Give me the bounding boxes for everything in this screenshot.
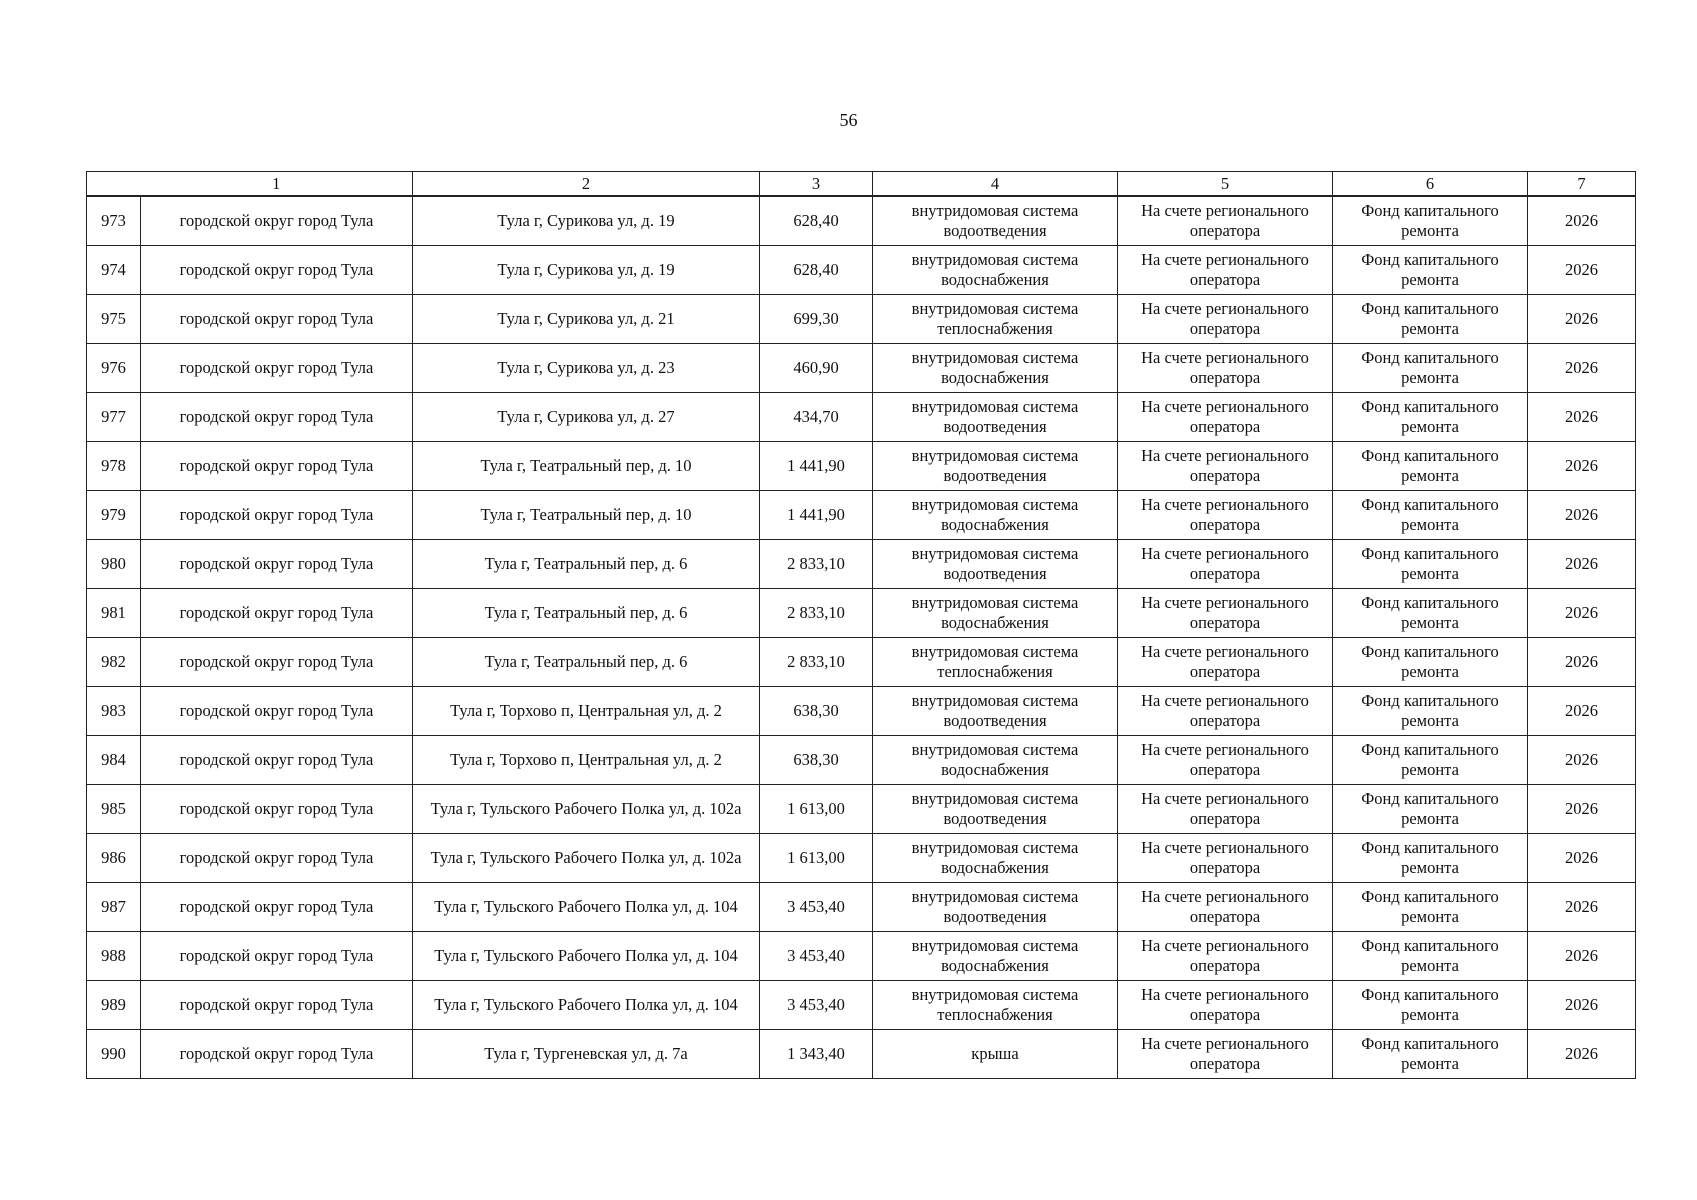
- system-cell: внутридомовая система водоснабжения: [873, 736, 1118, 785]
- area-cell: 2 833,10: [760, 638, 873, 687]
- table-row: [87, 246, 1636, 295]
- address-cell: Тула г, Театральный пер, д. 6: [413, 638, 760, 687]
- column-header: 7: [1528, 172, 1636, 197]
- address-cell: Тула г, Тульского Рабочего Полка ул, д. 104: [413, 932, 760, 981]
- year-cell: 2026: [1528, 196, 1636, 246]
- page-number: 56: [839, 110, 858, 130]
- address-cell: Тула г, Сурикова ул, д. 19: [413, 246, 760, 295]
- account-cell: На счете регионального оператора: [1118, 785, 1333, 834]
- address-cell: Тула г, Тургеневская ул, д. 7а: [413, 1030, 760, 1079]
- row-number-cell: 973: [87, 196, 141, 246]
- account-cell: На счете регионального оператора: [1118, 393, 1333, 442]
- year-cell: 2026: [1528, 638, 1636, 687]
- district-cell: городской округ город Тула: [141, 883, 413, 932]
- area-cell: 2 833,10: [760, 540, 873, 589]
- district-cell: городской округ город Тула: [141, 442, 413, 491]
- account-cell: На счете регионального оператора: [1118, 246, 1333, 295]
- system-cell: внутридомовая система водоотведения: [873, 196, 1118, 246]
- year-cell: 2026: [1528, 834, 1636, 883]
- row-number-cell: 974: [87, 246, 141, 295]
- district-cell: городской округ город Тула: [141, 540, 413, 589]
- fund-cell: Фонд капитального ремонта: [1333, 295, 1528, 344]
- year-cell: 2026: [1528, 442, 1636, 491]
- system-cell: внутридомовая система водоснабжения: [873, 589, 1118, 638]
- row-number-cell: 988: [87, 932, 141, 981]
- table-row: [87, 196, 1636, 246]
- year-cell: 2026: [1528, 246, 1636, 295]
- row-number-cell: 983: [87, 687, 141, 736]
- system-cell: внутридомовая система водоотведения: [873, 442, 1118, 491]
- system-cell: внутридомовая система водоотведения: [873, 687, 1118, 736]
- address-cell: Тула г, Сурикова ул, д. 23: [413, 344, 760, 393]
- year-cell: 2026: [1528, 736, 1636, 785]
- fund-cell: Фонд капитального ремонта: [1333, 687, 1528, 736]
- column-number-row: [87, 172, 1636, 197]
- year-cell: 2026: [1528, 981, 1636, 1030]
- row-number-cell: 990: [87, 1030, 141, 1079]
- year-cell: 2026: [1528, 932, 1636, 981]
- table-row: [87, 295, 1636, 344]
- account-cell: На счете регионального оператора: [1118, 932, 1333, 981]
- address-cell: Тула г, Тульского Рабочего Полка ул, д. 104: [413, 883, 760, 932]
- row-number-cell: 984: [87, 736, 141, 785]
- table-row: [87, 393, 1636, 442]
- system-cell: внутридомовая система водоснабжения: [873, 246, 1118, 295]
- fund-cell: Фонд капитального ремонта: [1333, 196, 1528, 246]
- system-cell: внутридомовая система теплоснабжения: [873, 295, 1118, 344]
- area-cell: 1 613,00: [760, 785, 873, 834]
- fund-cell: Фонд капитального ремонта: [1333, 246, 1528, 295]
- table-row: [87, 491, 1636, 540]
- address-cell: Тула г, Сурикова ул, д. 19: [413, 196, 760, 246]
- district-cell: городской округ город Тула: [141, 246, 413, 295]
- area-cell: 1 613,00: [760, 834, 873, 883]
- system-cell: внутридомовая система водоснабжения: [873, 491, 1118, 540]
- repair-schedule-table: [86, 171, 1636, 1079]
- year-cell: 2026: [1528, 883, 1636, 932]
- system-cell: внутридомовая система водоснабжения: [873, 932, 1118, 981]
- table-row: [87, 589, 1636, 638]
- area-cell: 628,40: [760, 246, 873, 295]
- year-cell: 2026: [1528, 785, 1636, 834]
- area-cell: 628,40: [760, 196, 873, 246]
- area-cell: 638,30: [760, 736, 873, 785]
- table-row: [87, 785, 1636, 834]
- fund-cell: Фонд капитального ремонта: [1333, 834, 1528, 883]
- district-cell: городской округ город Тула: [141, 491, 413, 540]
- account-cell: На счете регионального оператора: [1118, 540, 1333, 589]
- table-row: [87, 981, 1636, 1030]
- fund-cell: Фонд капитального ремонта: [1333, 638, 1528, 687]
- area-cell: 3 453,40: [760, 932, 873, 981]
- district-cell: городской округ город Тула: [141, 393, 413, 442]
- system-cell: внутридомовая система водоотведения: [873, 785, 1118, 834]
- table-row: [87, 834, 1636, 883]
- fund-cell: Фонд капитального ремонта: [1333, 981, 1528, 1030]
- district-cell: городской округ город Тула: [141, 736, 413, 785]
- system-cell: внутридомовая система теплоснабжения: [873, 638, 1118, 687]
- district-cell: городской округ город Тула: [141, 687, 413, 736]
- fund-cell: Фонд капитального ремонта: [1333, 1030, 1528, 1079]
- account-cell: На счете регионального оператора: [1118, 295, 1333, 344]
- address-cell: Тула г, Сурикова ул, д. 27: [413, 393, 760, 442]
- fund-cell: Фонд капитального ремонта: [1333, 491, 1528, 540]
- district-cell: городской округ город Тула: [141, 196, 413, 246]
- area-cell: 699,30: [760, 295, 873, 344]
- district-cell: городской округ город Тула: [141, 834, 413, 883]
- system-cell: внутридомовая система водоснабжения: [873, 834, 1118, 883]
- account-cell: На счете регионального оператора: [1118, 736, 1333, 785]
- table-row: [87, 1030, 1636, 1079]
- year-cell: 2026: [1528, 295, 1636, 344]
- address-cell: Тула г, Сурикова ул, д. 21: [413, 295, 760, 344]
- fund-cell: Фонд капитального ремонта: [1333, 736, 1528, 785]
- address-cell: Тула г, Театральный пер, д. 10: [413, 442, 760, 491]
- row-number-cell: 980: [87, 540, 141, 589]
- district-cell: городской округ город Тула: [141, 295, 413, 344]
- district-cell: городской округ город Тула: [141, 932, 413, 981]
- address-cell: Тула г, Тульского Рабочего Полка ул, д. 102а: [413, 834, 760, 883]
- area-cell: 3 453,40: [760, 883, 873, 932]
- account-cell: На счете регионального оператора: [1118, 687, 1333, 736]
- column-header: 2: [413, 172, 760, 197]
- account-cell: На счете регионального оператора: [1118, 589, 1333, 638]
- district-cell: городской округ город Тула: [141, 589, 413, 638]
- area-cell: 460,90: [760, 344, 873, 393]
- column-header: 5: [1118, 172, 1333, 197]
- fund-cell: Фонд капитального ремонта: [1333, 589, 1528, 638]
- address-cell: Тула г, Торхово п, Центральная ул, д. 2: [413, 687, 760, 736]
- fund-cell: Фонд капитального ремонта: [1333, 540, 1528, 589]
- row-number-cell: 976: [87, 344, 141, 393]
- account-cell: На счете регионального оператора: [1118, 883, 1333, 932]
- district-cell: городской округ город Тула: [141, 1030, 413, 1079]
- year-cell: 2026: [1528, 687, 1636, 736]
- system-cell: внутридомовая система водоснабжения: [873, 344, 1118, 393]
- year-cell: 2026: [1528, 344, 1636, 393]
- address-cell: Тула г, Тульского Рабочего Полка ул, д. 104: [413, 981, 760, 1030]
- account-cell: На счете регионального оператора: [1118, 196, 1333, 246]
- table-body: [87, 196, 1636, 1079]
- account-cell: На счете регионального оператора: [1118, 834, 1333, 883]
- year-cell: 2026: [1528, 589, 1636, 638]
- address-cell: Тула г, Тульского Рабочего Полка ул, д. 102а: [413, 785, 760, 834]
- account-cell: На счете регионального оператора: [1118, 638, 1333, 687]
- row-number-cell: 986: [87, 834, 141, 883]
- year-cell: 2026: [1528, 1030, 1636, 1079]
- area-cell: 1 343,40: [760, 1030, 873, 1079]
- area-cell: 434,70: [760, 393, 873, 442]
- system-cell: внутридомовая система водоотведения: [873, 883, 1118, 932]
- row-number-cell: 979: [87, 491, 141, 540]
- fund-cell: Фонд капитального ремонта: [1333, 393, 1528, 442]
- table-header: [87, 172, 1636, 197]
- table-row: [87, 736, 1636, 785]
- account-cell: На счете регионального оператора: [1118, 442, 1333, 491]
- row-number-cell: 987: [87, 883, 141, 932]
- district-cell: городской округ город Тула: [141, 981, 413, 1030]
- year-cell: 2026: [1528, 393, 1636, 442]
- row-number-cell: 989: [87, 981, 141, 1030]
- account-cell: На счете регионального оператора: [1118, 981, 1333, 1030]
- table-row: [87, 883, 1636, 932]
- system-cell: внутридомовая система водоотведения: [873, 540, 1118, 589]
- address-cell: Тула г, Торхово п, Центральная ул, д. 2: [413, 736, 760, 785]
- fund-cell: Фонд капитального ремонта: [1333, 442, 1528, 491]
- column-header: 1: [141, 172, 413, 197]
- area-cell: 3 453,40: [760, 981, 873, 1030]
- column-header: 3: [760, 172, 873, 197]
- area-cell: 1 441,90: [760, 491, 873, 540]
- fund-cell: Фонд капитального ремонта: [1333, 785, 1528, 834]
- table-row: [87, 638, 1636, 687]
- fund-cell: Фонд капитального ремонта: [1333, 344, 1528, 393]
- row-number-cell: 981: [87, 589, 141, 638]
- address-cell: Тула г, Театральный пер, д. 6: [413, 540, 760, 589]
- column-header: [87, 172, 141, 197]
- column-header: 6: [1333, 172, 1528, 197]
- row-number-cell: 985: [87, 785, 141, 834]
- row-number-cell: 977: [87, 393, 141, 442]
- account-cell: На счете регионального оператора: [1118, 344, 1333, 393]
- address-cell: Тула г, Театральный пер, д. 6: [413, 589, 760, 638]
- district-cell: городской округ город Тула: [141, 785, 413, 834]
- fund-cell: Фонд капитального ремонта: [1333, 883, 1528, 932]
- table-row: [87, 687, 1636, 736]
- system-cell: крыша: [873, 1030, 1118, 1079]
- area-cell: 1 441,90: [760, 442, 873, 491]
- fund-cell: Фонд капитального ремонта: [1333, 932, 1528, 981]
- address-cell: Тула г, Театральный пер, д. 10: [413, 491, 760, 540]
- account-cell: На счете регионального оператора: [1118, 491, 1333, 540]
- table-row: [87, 442, 1636, 491]
- table-row: [87, 344, 1636, 393]
- area-cell: 2 833,10: [760, 589, 873, 638]
- system-cell: внутридомовая система теплоснабжения: [873, 981, 1118, 1030]
- year-cell: 2026: [1528, 491, 1636, 540]
- table-row: [87, 932, 1636, 981]
- table-row: [87, 540, 1636, 589]
- account-cell: На счете регионального оператора: [1118, 1030, 1333, 1079]
- row-number-cell: 982: [87, 638, 141, 687]
- district-cell: городской округ город Тула: [141, 638, 413, 687]
- row-number-cell: 978: [87, 442, 141, 491]
- district-cell: городской округ город Тула: [141, 344, 413, 393]
- year-cell: 2026: [1528, 540, 1636, 589]
- area-cell: 638,30: [760, 687, 873, 736]
- row-number-cell: 975: [87, 295, 141, 344]
- column-header: 4: [873, 172, 1118, 197]
- system-cell: внутридомовая система водоотведения: [873, 393, 1118, 442]
